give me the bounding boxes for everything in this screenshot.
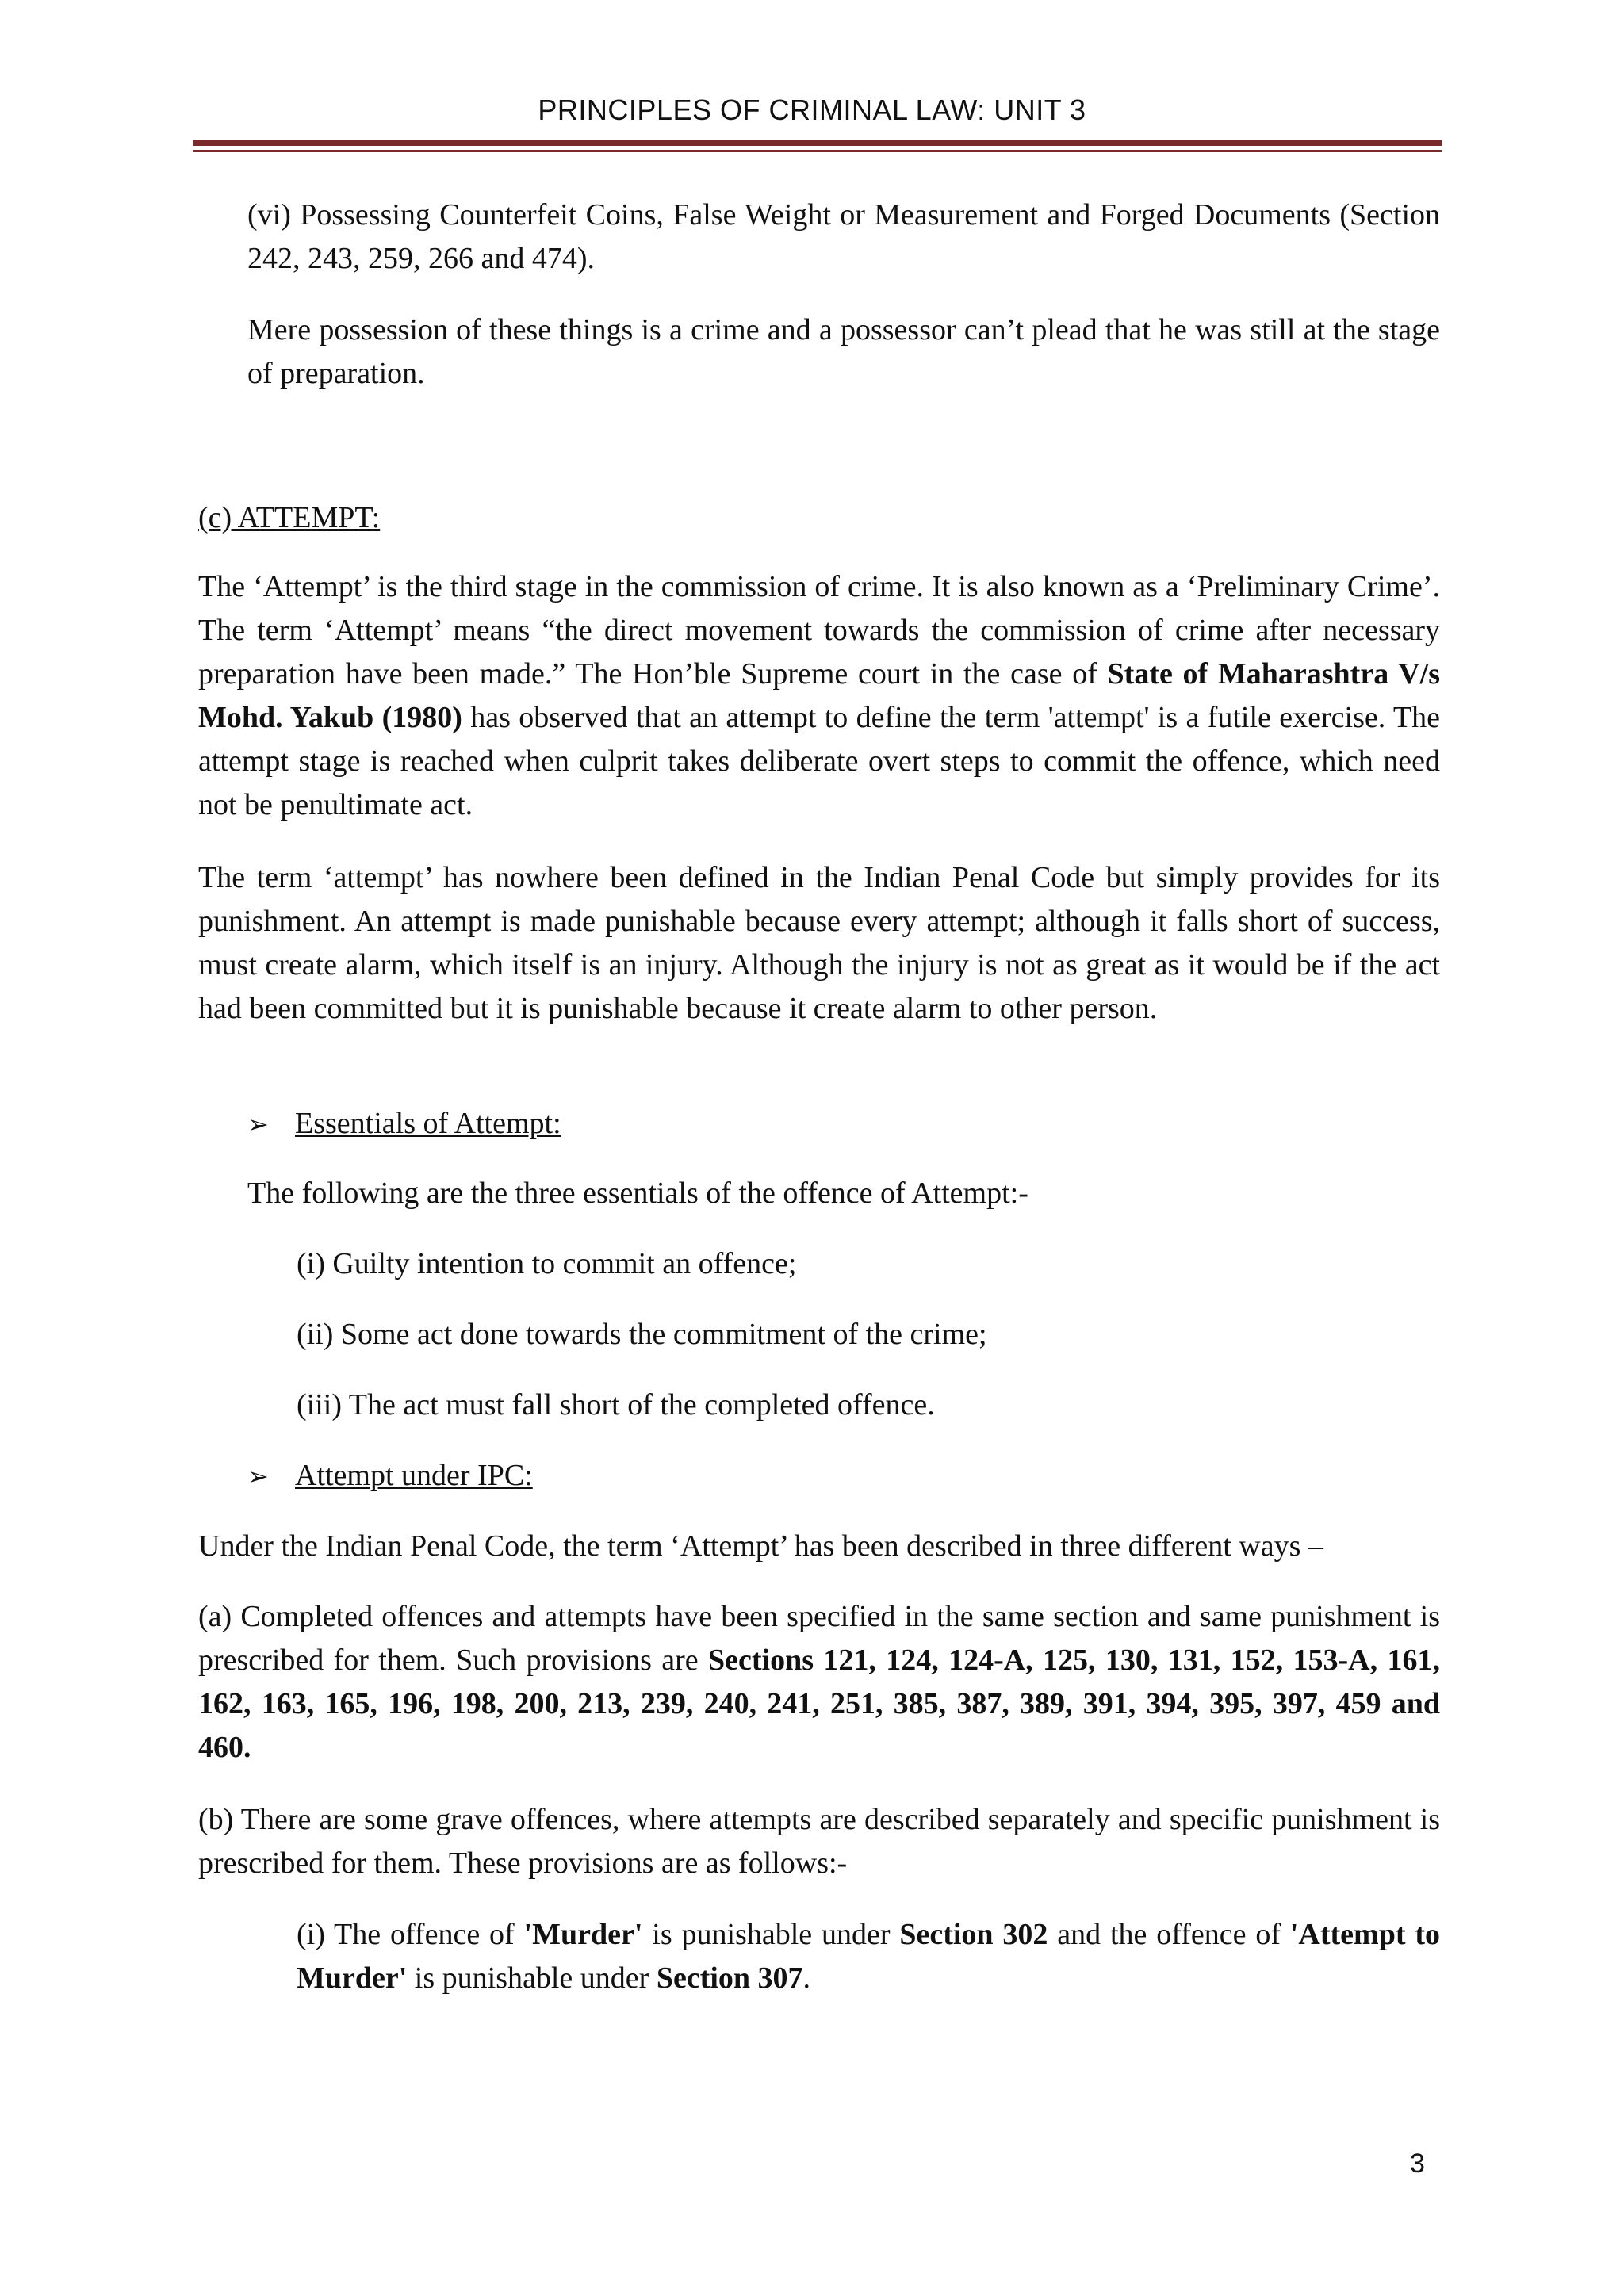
case-name: State of Maharashtra V/s Mohd. Yakub (1980) [198,657,1440,734]
header-rule-thick [193,140,1442,146]
murder-term: 'Murder' [523,1918,643,1951]
paragraph-definition: The term ‘attempt’ has nowhere been defined in the Indian Penal Code but simply provides for its punishment. An attempt is made punishable because every attempt; although it falls short of success, must create alarm, which itself is an injury. Although the injury is not as great as it would be if the act had been committed but it is punishable because it create alarm to other person. [198,861,1440,1025]
ipc-b-i-t5: . [802,1961,811,1995]
attempt-murder-term: 'Attempt to Murder' [297,1918,1440,1995]
essentials-heading: Essentials of Attempt: [295,1107,561,1140]
ipc-b-i-t4: is punishable under [407,1961,657,1995]
section-307: Section 307 [656,1961,803,1995]
paragraph-ipc-b: (b) There are some grave offences, where attempts are described separately and specific punishment is prescribed for them. These provisions are as follows:- [198,1803,1440,1880]
paragraph-ipc-a [198,1595,1440,1770]
paragraph-ipc-b-i [297,1913,1440,2000]
arrow-bullet-icon: ➢ [247,1109,269,1139]
essential-item-2: (ii) Some act done towards the commitment of the crime; [297,1318,987,1351]
arrow-bullet-icon: ➢ [247,1461,269,1491]
list-item-vi: (vi) Possessing Counterfeit Coins, False Weight or Measurement and Forged Documents (Section 242, 243, 259, 266 and 474). [247,198,1440,275]
page-number: 3 [1410,2149,1425,2179]
essentials-intro: The following are the three essentials of the offence of Attempt:- [247,1177,1028,1210]
ipc-b-i-t1: (i) The offence of [297,1918,524,1951]
ipc-b-i-t2: is punishable under [642,1918,900,1951]
ipc-a-text: (a) Completed offences and attempts have been specified in the same section and same punishment is prescribed for them. Such provisions are [198,1600,1440,1677]
essential-item-3: (iii) The act must fall short of the completed offence. [297,1388,935,1422]
section-heading-attempt: (c) ATTEMPT: [198,501,381,534]
essential-item-1: (i) Guilty intention to commit an offence; [297,1247,797,1280]
paragraph-attempt [198,565,1440,827]
ipc-heading-line [247,1454,533,1498]
paragraph-possession: Mere possession of these things is a crime and a possessor can’t plead that he was still at the stage of preparation. [247,313,1440,390]
ipc-a-sections: Sections 121, 124, 124-A, 125, 130, 131, 152, 153-A, 161, 162, 163, 165, 196, 198, 200, 213, 239, 240, 241, 251, 385, 387, 389, 391, 394, 395, 397, 459 and 460. [198,1644,1440,1764]
attempt-text-2: has observed that an attempt to define the term 'attempt' is a futile exercise. The attempt stage is reached when culprit takes deliberate overt steps to commit the offence, which need not be penultimate act. [198,701,1440,821]
essentials-heading-line [247,1102,561,1146]
ipc-intro: Under the Indian Penal Code, the term ‘Attempt’ has been described in three different ways – [198,1529,1323,1563]
section-302: Section 302 [899,1918,1048,1951]
attempt-text-1: The ‘Attempt’ is the third stage in the commission of crime. It is also known as a ‘Preliminary Crime’. The term ‘Attempt’ means “the direct movement towards the commission of crime after necessary preparation have been made.” The Hon’ble Supreme court in the case of [198,570,1440,691]
header-rule-thin [193,150,1442,152]
page-header: PRINCIPLES OF CRIMINAL LAW: UNIT 3 [538,94,1086,126]
ipc-heading: Attempt under IPC: [295,1459,533,1492]
ipc-b-i-t3: and the offence of [1048,1918,1290,1951]
